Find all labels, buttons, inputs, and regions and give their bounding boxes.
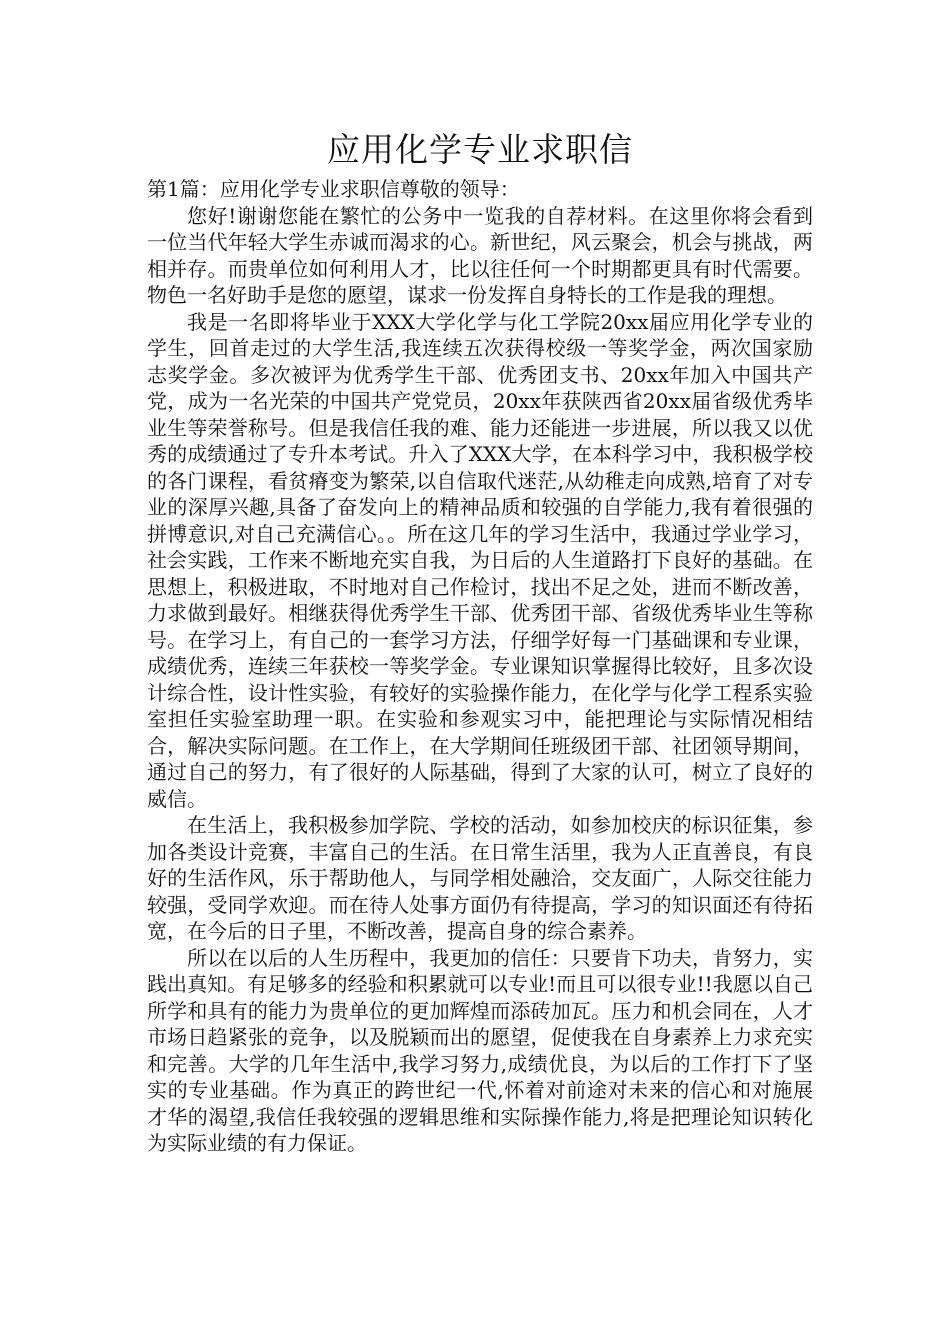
document-subtitle: 第1篇：应用化学专业求职信尊敬的领导： [147,177,520,201]
paragraph-3: 在生活上，我积极参加学院、学校的活动，如参加校庆的标识征集，参加各类设计竞赛，丰富自己的生活。在日常生活里，我为人正直善良，有良好的生活作风，乐于帮助他人，与同学相处融洽，交友面广，人际交往能力较强，受同学欢迎。而在待人处事方面仍有待提高，学习的知识面还有待拓宽，在今后的日子里，不断改善，提高自身的综合素养。 [147,813,813,943]
paragraph-1: 您好!谢谢您能在繁忙的公务中一览我的自荐材料。在这里你将会看到一位当代年轻大学生赤诚而渴求的心。新世纪，风云聚会，机会与挑战，两相并存。而贵单位如何利用人才，比以往任何一个时期都更具有时代需要。物色一名好助手是您的愿望，谋求一份发挥自身特长的工作是我的理想。 [147,203,813,307]
paragraph-2: 我是一名即将毕业于XXX大学化学与化工学院20xx届应用化学专业的学生，回首走过的大学生活,我连续五次获得校级一等奖学金，两次国家励志奖学金。多次被评为优秀学生干部、优秀团支书、20xx年加入中国共产党，成为一名光荣的中国共产党党员，20xx年获陕西省20xx届省级优秀毕业生等荣誉称号。但是我信任我的难、能力还能进一步进展，所以我又以优秀的成绩通过了专升本考试。升入了XXX大学，在本科学习中，我积极学校的各门课程，看贫瘠变为繁荣,以自信取代迷茫,从幼稚走向成熟,培育了对专业的深厚兴趣,具备了奋发向上的精神品质和较强的自学能力,我有着很强的拼博意识,对自己充满信心。。所在这几年的学习生活中，我通过学业学习，社会实践，工作来不断地充实自我，为日后的人生道路打下良好的基础。在思想上，积极进取，不时地对自己作检讨，找出不足之处，进而不断改善，力求做到最好。相继获得优秀学生干部、优秀团干部、省级优秀毕业生等称号。在学习上，有自己的一套学习方法，仔细学好每一门基础课和专业课，成绩优秀，连续三年获校一等奖学金。专业课知识掌握得比较好，且多次设计综合性，设计性实验，有较好的实验操作能力，在化学与化学工程系实验室担任实验室助理一职。在实验和参观实习中，能把理论与实际情况相结合，解决实际问题。在工作上，在大学期间任班级团干部、社团领导期间，通过自己的努力，有了很好的人际基础，得到了大家的认可，树立了良好的威信。 [147,309,813,811]
document-page [147,128,813,1157]
document-title: 应用化学专业求职信 [327,130,633,169]
paragraph-4: 所以在以后的人生历程中，我更加的信任：只要肯下功夫，肯努力，实践出真知。有足够多的经验和积累就可以专业!而且可以很专业!!我愿以自己所学和具有的能力为贵单位的更加辉煌而添砖加瓦。压力和机会同在，人才市场日趋紧张的竞争，以及脱颖而出的愿望，促使我在自身素养上力求充实和完善。大学的几年生活中,我学习努力,成绩优良，为以后的工作打下了坚实的专业基础。作为真正的跨世纪一代,怀着对前途对未来的信心和对施展才华的渴望,我信任我较强的逻辑思维和实际操作能力,将是把理论知识转化为实际业绩的有力保证。 [147,945,813,1155]
